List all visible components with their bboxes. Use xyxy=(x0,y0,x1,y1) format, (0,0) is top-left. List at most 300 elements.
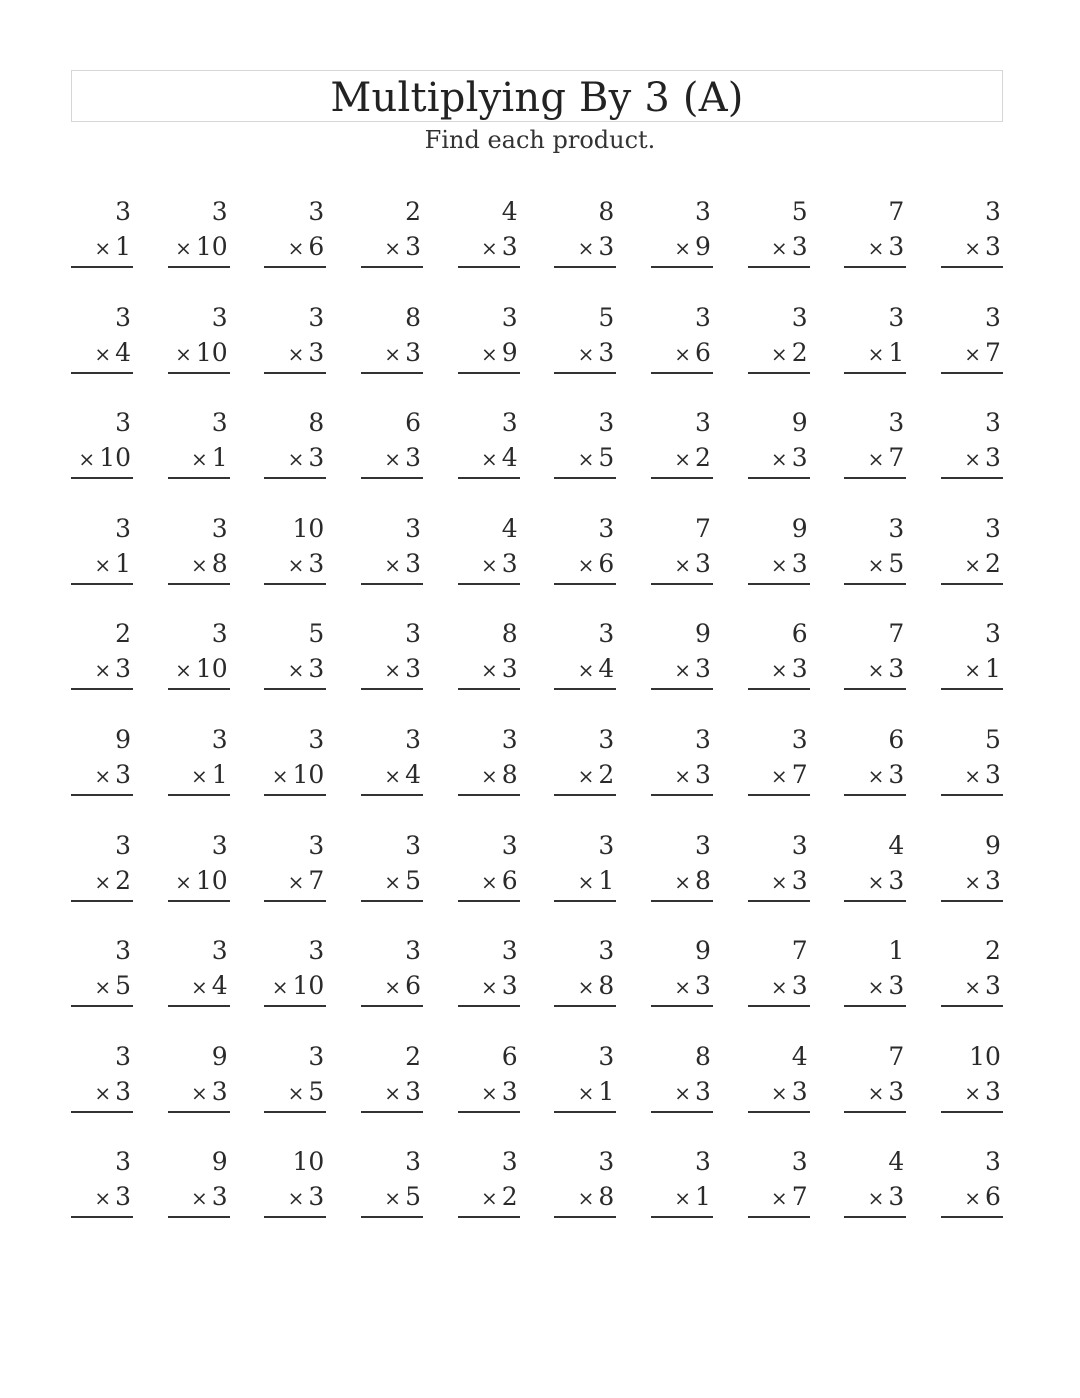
times-sign: × xyxy=(674,869,692,894)
multiplier-line xyxy=(168,229,230,268)
multiplication-problem xyxy=(941,616,1003,722)
multiplicand: 3 xyxy=(501,408,518,438)
multiplicand: 3 xyxy=(791,830,808,860)
multiplier-line xyxy=(458,1179,520,1218)
times-sign: × xyxy=(964,869,981,894)
multiplier: 3 xyxy=(888,971,905,1001)
times-sign: × xyxy=(770,763,788,788)
multiplication-problem xyxy=(71,1039,133,1145)
multiplicand: 3 xyxy=(211,724,228,754)
multiplier-line xyxy=(748,546,810,585)
multiplier: 1 xyxy=(888,337,905,367)
multiplier: 3 xyxy=(211,1076,228,1106)
times-sign: × xyxy=(190,552,208,577)
multiplicand: 3 xyxy=(405,830,421,860)
multiplication-problem xyxy=(71,511,133,617)
multiplier: 3 xyxy=(501,654,518,684)
multiplier: 3 xyxy=(985,759,1001,789)
multiplier: 3 xyxy=(695,759,711,789)
times-sign: × xyxy=(964,341,981,366)
multiplier-line xyxy=(941,651,1003,690)
times-sign: × xyxy=(287,869,305,894)
multiplier-line xyxy=(748,863,810,902)
multiplier-line xyxy=(264,229,326,268)
multiplier-line xyxy=(458,1074,520,1113)
multiplicand: 4 xyxy=(888,1147,905,1177)
multiplier: 8 xyxy=(598,1182,615,1212)
multiplier: 3 xyxy=(695,654,711,684)
multiplicand: 7 xyxy=(888,197,905,226)
multiplier-line xyxy=(941,863,1003,902)
multiplication-problem xyxy=(651,722,713,828)
multiplier: 3 xyxy=(985,865,1001,895)
multiplication-problem xyxy=(554,1039,616,1145)
times-sign: × xyxy=(770,236,788,260)
multiplier: 10 xyxy=(195,654,228,684)
times-sign: × xyxy=(287,1080,305,1105)
multiplication-problem xyxy=(844,1039,906,1145)
multiplier-line xyxy=(651,546,713,585)
multiplication-problem xyxy=(361,194,423,300)
multiplier-line xyxy=(554,863,616,902)
times-sign: × xyxy=(674,447,692,472)
multiplicand: 3 xyxy=(985,513,1001,543)
times-sign: × xyxy=(674,658,692,683)
multiplicand: 3 xyxy=(598,513,615,543)
multiplier: 7 xyxy=(888,443,905,473)
multiplication-problem xyxy=(71,300,133,406)
multiplier-line xyxy=(554,440,616,479)
problem-row xyxy=(71,511,1003,617)
multiplicand: 3 xyxy=(501,830,518,860)
multiplier-line xyxy=(168,757,230,796)
multiplication-problem xyxy=(941,933,1003,1039)
times-sign: × xyxy=(964,658,981,683)
multiplier-line xyxy=(168,651,230,690)
multiplication-problem xyxy=(651,1144,713,1250)
multiplier: 5 xyxy=(598,443,615,473)
multiplication-problem xyxy=(844,722,906,828)
multiplicand: 7 xyxy=(888,1041,905,1071)
multiplication-problem xyxy=(554,616,616,722)
multiplicand: 3 xyxy=(598,408,615,438)
multiplier: 3 xyxy=(405,1076,421,1106)
multiplicand: 3 xyxy=(985,408,1001,438)
multiplier: 4 xyxy=(405,759,421,789)
multiplier-line xyxy=(941,440,1003,479)
times-sign: × xyxy=(867,236,885,260)
multiplicand: 3 xyxy=(211,408,228,438)
multiplicand: 5 xyxy=(791,197,808,226)
multiplier-line xyxy=(651,757,713,796)
multiplier-line xyxy=(71,335,133,374)
multiplicand: 3 xyxy=(501,1147,518,1177)
times-sign: × xyxy=(577,1080,595,1105)
times-sign: × xyxy=(480,447,498,472)
multiplier: 10 xyxy=(195,232,228,261)
times-sign: × xyxy=(384,552,402,577)
multiplier-line xyxy=(264,1074,326,1113)
multiplier: 6 xyxy=(695,337,711,367)
multiplication-problem xyxy=(748,828,810,934)
multiplication-problem xyxy=(554,300,616,406)
times-sign: × xyxy=(964,447,981,472)
multiplier: 8 xyxy=(695,865,711,895)
multiplicand: 9 xyxy=(985,830,1001,860)
times-sign: × xyxy=(964,763,981,788)
multiplier-line xyxy=(554,1074,616,1113)
times-sign: × xyxy=(867,763,885,788)
times-sign: × xyxy=(175,869,192,894)
multiplier-line xyxy=(941,1074,1003,1113)
multiplicand: 3 xyxy=(695,830,711,860)
multiplier-line xyxy=(554,546,616,585)
multiplicand: 9 xyxy=(695,619,711,649)
multiplication-problem xyxy=(458,722,520,828)
multiplicand: 3 xyxy=(695,408,711,438)
multiplication-problem xyxy=(458,933,520,1039)
multiplicand: 10 xyxy=(292,513,325,543)
multiplicand: 9 xyxy=(211,1147,228,1177)
multiplier: 10 xyxy=(195,865,228,895)
multiplier-line xyxy=(264,335,326,374)
multiplication-problem xyxy=(458,616,520,722)
multiplication-problem xyxy=(168,511,230,617)
multiplier-line xyxy=(168,335,230,374)
multiplier: 6 xyxy=(501,865,518,895)
multiplicand: 3 xyxy=(501,724,518,754)
multiplier: 3 xyxy=(985,232,1001,261)
multiplicand: 3 xyxy=(405,724,421,754)
multiplier: 3 xyxy=(115,1076,131,1106)
multiplicand: 3 xyxy=(695,197,711,226)
times-sign: × xyxy=(867,975,885,1000)
multiplicand: 3 xyxy=(211,302,228,332)
multiplier-line xyxy=(748,757,810,796)
multiplicand: 3 xyxy=(888,302,905,332)
multiplicand: 3 xyxy=(115,1041,131,1071)
multiplier: 5 xyxy=(405,1182,421,1212)
multiplier-line xyxy=(361,1179,423,1218)
multiplier-line xyxy=(844,546,906,585)
multiplier-line xyxy=(651,440,713,479)
multiplication-problem xyxy=(941,722,1003,828)
times-sign: × xyxy=(175,236,192,260)
multiplier: 3 xyxy=(888,759,905,789)
multiplication-problem xyxy=(844,933,906,1039)
multiplicand: 3 xyxy=(598,724,615,754)
multiplier: 4 xyxy=(211,971,228,1001)
times-sign: × xyxy=(480,658,498,683)
multiplier-line xyxy=(651,863,713,902)
multiplier: 6 xyxy=(598,548,615,578)
problem-row xyxy=(71,722,1003,828)
multiplier: 3 xyxy=(791,443,808,473)
multiplicand: 3 xyxy=(308,936,325,966)
times-sign: × xyxy=(287,1186,305,1211)
multiplier: 10 xyxy=(292,971,325,1001)
multiplier: 9 xyxy=(501,337,518,367)
multiplication-problem xyxy=(651,933,713,1039)
times-sign: × xyxy=(94,341,112,366)
multiplier-line xyxy=(264,863,326,902)
multiplicand: 3 xyxy=(791,302,808,332)
multiplication-problem xyxy=(844,300,906,406)
multiplicand: 2 xyxy=(985,936,1001,966)
times-sign: × xyxy=(867,447,885,472)
multiplier-line xyxy=(651,1074,713,1113)
multiplicand: 8 xyxy=(405,302,421,332)
multiplier: 3 xyxy=(985,971,1001,1001)
multiplier-line xyxy=(651,335,713,374)
multiplier-line xyxy=(71,968,133,1007)
multiplication-problem xyxy=(71,616,133,722)
multiplication-problem xyxy=(554,722,616,828)
multiplicand: 4 xyxy=(501,513,518,543)
multiplicand: 3 xyxy=(405,936,421,966)
multiplier: 7 xyxy=(791,1182,808,1212)
multiplier-line xyxy=(554,757,616,796)
multiplication-problem xyxy=(71,405,133,511)
times-sign: × xyxy=(190,447,208,472)
multiplicand: 3 xyxy=(598,1147,615,1177)
multiplier-line xyxy=(71,1074,133,1113)
multiplier: 1 xyxy=(211,759,228,789)
times-sign: × xyxy=(480,869,498,894)
multiplicand: 4 xyxy=(501,197,518,226)
multiplier-line xyxy=(651,651,713,690)
multiplier: 3 xyxy=(405,232,421,261)
multiplier: 7 xyxy=(308,865,325,895)
multiplier: 10 xyxy=(195,337,228,367)
times-sign: × xyxy=(867,658,885,683)
times-sign: × xyxy=(964,1080,981,1105)
multiplier: 3 xyxy=(888,1076,905,1106)
multiplier-line xyxy=(844,863,906,902)
multiplier-line xyxy=(651,1179,713,1218)
multiplicand: 8 xyxy=(598,197,615,226)
multiplier-line xyxy=(844,968,906,1007)
multiplier: 2 xyxy=(695,443,711,473)
multiplication-problem xyxy=(748,1039,810,1145)
multiplicand: 8 xyxy=(308,408,325,438)
multiplier-line xyxy=(458,651,520,690)
multiplier: 2 xyxy=(501,1182,518,1212)
multiplier: 3 xyxy=(888,1182,905,1212)
multiplicand: 6 xyxy=(888,724,905,754)
times-sign: × xyxy=(384,447,402,472)
multiplier-line xyxy=(264,1179,326,1218)
multiplier-line xyxy=(458,229,520,268)
worksheet-title: Multiplying By 3 (A) xyxy=(330,75,744,121)
times-sign: × xyxy=(577,447,595,472)
multiplicand: 3 xyxy=(501,936,518,966)
multiplication-problem xyxy=(264,405,326,511)
multiplier-line xyxy=(941,757,1003,796)
multiplication-problem xyxy=(361,933,423,1039)
multiplier: 1 xyxy=(695,1182,711,1212)
multiplier: 3 xyxy=(308,548,325,578)
multiplication-problem xyxy=(554,828,616,934)
multiplication-problem xyxy=(941,511,1003,617)
multiplier: 7 xyxy=(985,337,1001,367)
multiplicand: 3 xyxy=(308,830,325,860)
multiplier-line xyxy=(361,968,423,1007)
times-sign: × xyxy=(577,869,595,894)
multiplicand: 8 xyxy=(695,1041,711,1071)
times-sign: × xyxy=(770,1080,788,1105)
times-sign: × xyxy=(577,341,595,366)
times-sign: × xyxy=(94,658,112,683)
multiplication-problem xyxy=(748,511,810,617)
multiplier-line xyxy=(71,546,133,585)
multiplier-line xyxy=(264,651,326,690)
multiplication-problem xyxy=(748,616,810,722)
multiplicand: 3 xyxy=(308,197,325,226)
multiplicand: 3 xyxy=(695,1147,711,1177)
multiplicand: 3 xyxy=(211,619,228,649)
times-sign: × xyxy=(770,975,788,1000)
multiplier: 1 xyxy=(598,1076,615,1106)
multiplier: 8 xyxy=(598,971,615,1001)
multiplicand: 3 xyxy=(115,513,131,543)
multiplier-line xyxy=(168,440,230,479)
multiplier-line xyxy=(748,440,810,479)
multiplicand: 3 xyxy=(888,513,905,543)
multiplication-problem xyxy=(361,511,423,617)
times-sign: × xyxy=(480,763,498,788)
multiplier-line xyxy=(361,651,423,690)
title-box xyxy=(71,70,1003,122)
multiplication-problem xyxy=(458,511,520,617)
multiplier: 3 xyxy=(405,548,421,578)
multiplier-line xyxy=(651,968,713,1007)
multiplier: 3 xyxy=(501,232,518,261)
multiplier: 10 xyxy=(99,443,131,473)
problem-row xyxy=(71,1144,1003,1250)
multiplicand: 3 xyxy=(405,1147,421,1177)
multiplication-problem xyxy=(458,1144,520,1250)
problem-row xyxy=(71,828,1003,934)
multiplication-problem xyxy=(264,828,326,934)
times-sign: × xyxy=(577,236,595,260)
multiplier: 3 xyxy=(695,1076,711,1106)
problem-row xyxy=(71,300,1003,406)
times-sign: × xyxy=(78,447,96,472)
multiplier: 5 xyxy=(115,971,131,1001)
multiplication-problem xyxy=(941,1144,1003,1250)
multiplier: 2 xyxy=(791,337,808,367)
multiplier: 2 xyxy=(985,548,1001,578)
problem-row xyxy=(71,1039,1003,1145)
multiplier: 3 xyxy=(211,1182,228,1212)
multiplicand: 2 xyxy=(115,619,131,649)
multiplier-line xyxy=(748,1179,810,1218)
times-sign: × xyxy=(190,1080,208,1105)
multiplicand: 7 xyxy=(695,513,711,543)
times-sign: × xyxy=(94,1080,112,1105)
multiplication-problem xyxy=(264,616,326,722)
multiplication-problem xyxy=(361,1144,423,1250)
multiplication-problem xyxy=(361,405,423,511)
multiplicand: 3 xyxy=(501,302,518,332)
multiplier-line xyxy=(554,651,616,690)
times-sign: × xyxy=(770,658,788,683)
multiplier: 3 xyxy=(888,865,905,895)
multiplication-problem xyxy=(844,828,906,934)
multiplier-line xyxy=(168,968,230,1007)
times-sign: × xyxy=(964,1186,981,1211)
multiplication-problem xyxy=(458,300,520,406)
times-sign: × xyxy=(384,763,402,788)
multiplier-line xyxy=(941,968,1003,1007)
multiplier: 4 xyxy=(598,654,615,684)
times-sign: × xyxy=(287,552,305,577)
multiplicand: 3 xyxy=(598,619,615,649)
times-sign: × xyxy=(674,236,692,260)
multiplier-line xyxy=(71,863,133,902)
multiplier: 5 xyxy=(888,548,905,578)
multiplier-line xyxy=(264,546,326,585)
multiplication-problem xyxy=(71,1144,133,1250)
multiplier-line xyxy=(71,229,133,268)
multiplicand: 3 xyxy=(115,197,131,226)
multiplication-problem xyxy=(941,300,1003,406)
multiplier: 6 xyxy=(405,971,421,1001)
multiplicand: 3 xyxy=(115,936,131,966)
multiplication-problem xyxy=(168,933,230,1039)
multiplier-line xyxy=(748,229,810,268)
multiplicand: 6 xyxy=(791,619,808,649)
multiplier: 3 xyxy=(888,232,905,261)
multiplier: 3 xyxy=(598,232,615,261)
multiplier-line xyxy=(361,335,423,374)
multiplier: 3 xyxy=(308,443,325,473)
multiplier: 3 xyxy=(695,971,711,1001)
multiplicand: 8 xyxy=(501,619,518,649)
multiplier-line xyxy=(71,1179,133,1218)
multiplier: 3 xyxy=(791,971,808,1001)
multiplicand: 3 xyxy=(791,724,808,754)
multiplier: 5 xyxy=(405,865,421,895)
multiplier-line xyxy=(458,968,520,1007)
multiplier: 1 xyxy=(598,865,615,895)
times-sign: × xyxy=(384,1080,402,1105)
multiplication-problem xyxy=(748,300,810,406)
multiplication-problem xyxy=(264,300,326,406)
multiplier: 3 xyxy=(308,1182,325,1212)
times-sign: × xyxy=(190,975,208,1000)
multiplier-line xyxy=(844,1074,906,1113)
times-sign: × xyxy=(94,236,112,260)
multiplier: 1 xyxy=(985,654,1001,684)
problem-row xyxy=(71,194,1003,300)
multiplicand: 3 xyxy=(405,619,421,649)
multiplicand: 3 xyxy=(598,830,615,860)
times-sign: × xyxy=(480,341,498,366)
multiplicand: 3 xyxy=(791,1147,808,1177)
multiplier-line xyxy=(554,968,616,1007)
multiplier: 6 xyxy=(308,232,325,261)
multiplier-line xyxy=(361,863,423,902)
multiplier: 3 xyxy=(308,337,325,367)
times-sign: × xyxy=(674,1080,692,1105)
multiplier-line xyxy=(844,1179,906,1218)
multiplicand: 3 xyxy=(985,302,1001,332)
multiplication-problem xyxy=(748,405,810,511)
multiplier-line xyxy=(168,546,230,585)
multiplicand: 2 xyxy=(405,197,421,226)
